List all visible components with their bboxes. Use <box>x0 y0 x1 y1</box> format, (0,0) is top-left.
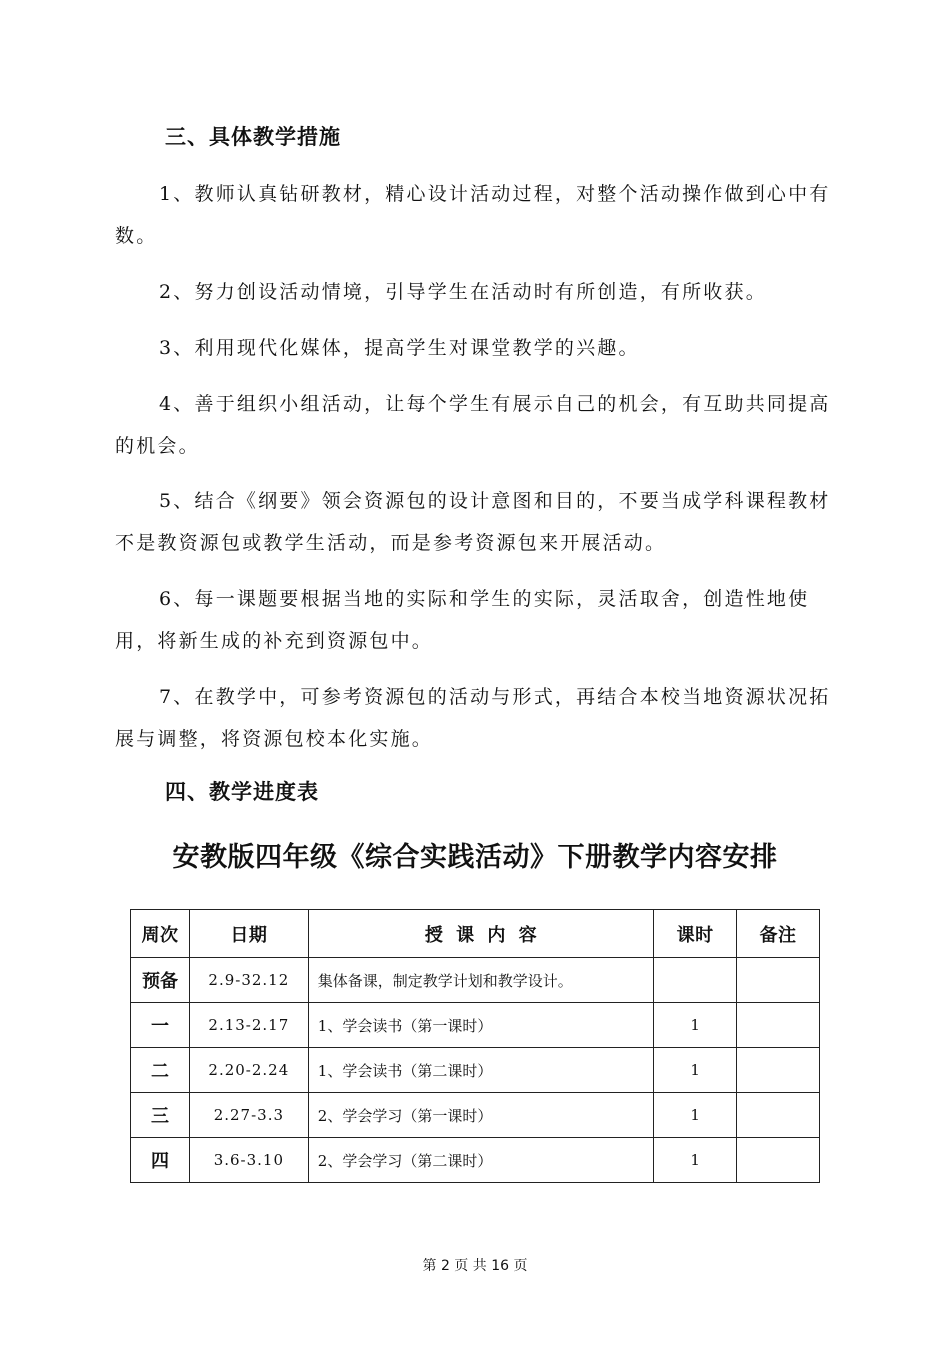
cell-date: 2.27-3.3 <box>189 1093 308 1138</box>
section-heading-measures: 三、具体教学措施 <box>165 124 341 149</box>
cell-hours: 1 <box>654 1048 737 1093</box>
cell-date: 2.20-2.24 <box>189 1048 308 1093</box>
cell-content: 1、学会读书（第二课时） <box>308 1048 653 1093</box>
cell-content: 2、学会学习（第一课时） <box>308 1093 653 1138</box>
measure-item-5: 5、结合《纲要》领会资源包的设计意图和目的，不要当成学科课程教材不是教资源包或教学生活动，而是参考资源包来开展活动。 <box>115 490 831 554</box>
schedule-table <box>130 909 820 1183</box>
cell-week: 预备 <box>131 958 190 1003</box>
header-hours: 课时 <box>654 910 737 958</box>
cell-hours: 1 <box>654 1003 737 1048</box>
cell-date: 2.9-32.12 <box>189 958 308 1003</box>
cell-week: 一 <box>131 1003 190 1048</box>
table-title: 安教版四年级《综合实践活动》下册教学内容安排 <box>172 842 778 873</box>
table-row <box>131 1138 820 1183</box>
cell-notes <box>737 958 820 1003</box>
table-row <box>131 1048 820 1093</box>
header-notes: 备注 <box>737 910 820 958</box>
cell-week: 三 <box>131 1093 190 1138</box>
cell-hours <box>654 958 737 1003</box>
cell-notes <box>737 1003 820 1048</box>
page-number-footer: 第 2 页 共 16 页 <box>422 1258 528 1274</box>
table-row <box>131 958 820 1003</box>
measure-item-7: 7、在教学中，可参考资源包的活动与形式，再结合本校当地资源状况拓展与调整，将资源包校本化实施。 <box>115 686 831 750</box>
header-date: 日期 <box>189 910 308 958</box>
measure-item-3: 3、利用现代化媒体，提高学生对课堂教学的兴趣。 <box>159 337 640 359</box>
cell-notes <box>737 1138 820 1183</box>
measure-item-4: 4、善于组织小组活动，让每个学生有展示自己的机会，有互助共同提高的机会。 <box>115 393 831 457</box>
header-week: 周次 <box>131 910 190 958</box>
cell-date: 3.6-3.10 <box>189 1138 308 1183</box>
cell-date: 2.13-2.17 <box>189 1003 308 1048</box>
cell-week: 四 <box>131 1138 190 1183</box>
measure-item-2: 2、努力创设活动情境，引导学生在活动时有所创造，有所收获。 <box>159 281 767 303</box>
measure-item-6: 6、每一课题要根据当地的实际和学生的实际，灵活取舍，创造性地使用，将新生成的补充到资源包中。 <box>115 588 810 652</box>
table-row <box>131 1003 820 1048</box>
cell-hours: 1 <box>654 1138 737 1183</box>
cell-hours: 1 <box>654 1093 737 1138</box>
cell-content: 集体备课，制定教学计划和教学设计。 <box>308 958 653 1003</box>
cell-content: 1、学会读书（第一课时） <box>308 1003 653 1048</box>
header-content: 授 课 内 容 <box>308 910 653 958</box>
table-header-row <box>131 910 820 958</box>
cell-notes <box>737 1093 820 1138</box>
cell-content: 2、学会学习（第二课时） <box>308 1138 653 1183</box>
measure-item-1: 1、教师认真钻研教材，精心设计活动过程，对整个活动操作做到心中有数。 <box>115 183 831 247</box>
section-heading-schedule: 四、教学进度表 <box>165 779 319 804</box>
table-row <box>131 1093 820 1138</box>
cell-week: 二 <box>131 1048 190 1093</box>
cell-notes <box>737 1048 820 1093</box>
